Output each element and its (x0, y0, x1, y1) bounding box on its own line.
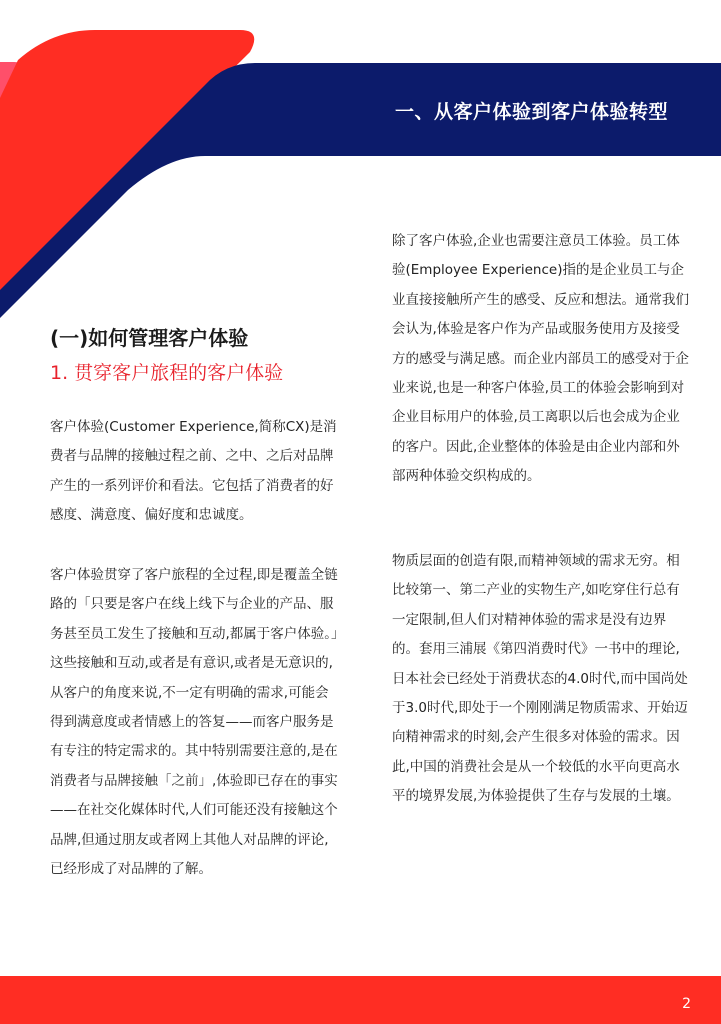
chapter-title: 一、从客户体验到客户体验转型 (394, 101, 668, 123)
right-column-block-1 (392, 227, 692, 492)
body-paragraph: 除了客户体验,企业也需要注意员工体验。员工体验(Employee Experience)指的是企业员工与企业直接接触所产生的感受、反应和想法。通常我们会认为,体验是客户作为产品或服务使用方及接受方的感受与满足感。而企业内部员工的感受对于企业来说,也是一种客户体验,员工的体验会影响到对企业目标用户的体验,员工离职以后也会成为企业的客户。因此,企业整体的体验是由企业内部和外部两种体验交织构成的。 (392, 233, 689, 485)
footer-bar (0, 976, 721, 1024)
section-subtitle: 1. 贯穿客户旅程的客户体验 (50, 362, 284, 384)
page-number: 2 (682, 996, 691, 1012)
left-column-block-1 (50, 413, 342, 531)
body-paragraph: 物质层面的创造有限,而精神领域的需求无穷。相比较第一、第二产业的实物生产,如吃穿住行总有一定限制,但人们对精神体验的需求是没有边界的。套用三浦展《第四消费时代》一书中的理论,日本社会已经处于消费状态的4.0时代,而中国尚处于3.0时代,即处于一个刚刚满足物质需求、开始迈向精神需求的时刻,会产生很多对体验的需求。因此,中国的消费社会是从一个较低的水平向更高水平的境界发展,为体验提供了生存与发展的土壤。 (392, 553, 688, 805)
left-column-block-2 (50, 561, 342, 884)
body-paragraph: 客户体验贯穿了客户旅程的全过程,即是覆盖全链路的「只要是客户在线上线下与企业的产品、服务甚至员工发生了接触和互动,都属于客户体验。」这些接触和互动,或者是有意识,或者是无意识的,从客户的角度来说,不一定有明确的需求,可能会得到满意度或者情感上的答复——而客户服务是有专注的特定需求的。其中特别需要注意的,是在消费者与品牌接触「之前」,体验即已存在的事实——在社交化媒体时代,人们可能还没有接触这个品牌,但通过朋友或者网上其他人对品牌的评论,已经形成了对品牌的了解。 (50, 567, 338, 878)
section-title: (一)如何管理客户体验 (50, 326, 249, 350)
right-column-block-2 (392, 547, 692, 812)
body-paragraph: 客户体验(Customer Experience,简称CX)是消费者与品牌的接触过程之前、之中、之后对品牌产生的一系列评价和看法。它包括了消费者的好感度、满意度、偏好度和忠诚度。 (50, 419, 337, 524)
